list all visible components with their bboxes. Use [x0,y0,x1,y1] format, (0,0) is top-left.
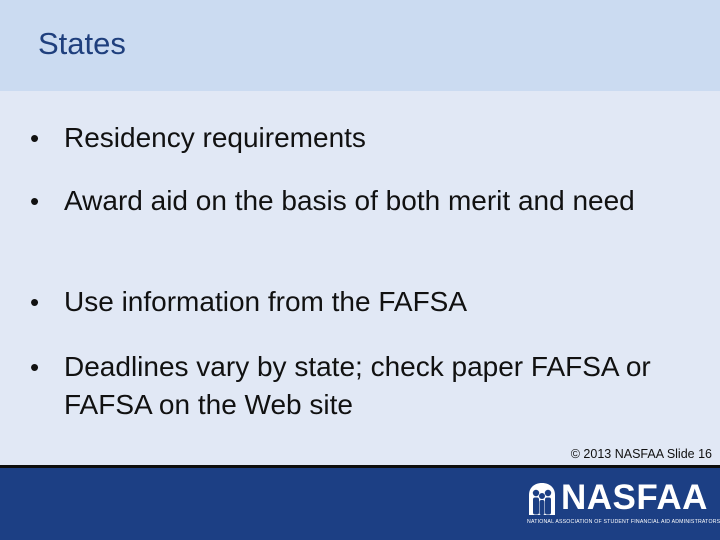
logo-wordmark: NASFAA [561,478,708,517]
bullet-item [30,283,664,321]
bullet-text: Award aid on the basis of both merit and need [64,185,635,216]
bullet-marker: • [30,123,40,153]
bullet-marker: • [30,186,40,216]
bullet-marker: • [30,352,40,382]
bullet-text: Use information from the FAFSA [64,286,468,317]
bullet-text: Residency requirements [64,122,366,153]
slide-title: States [38,26,126,61]
bullet-text: Deadlines vary by state; check paper FAFSA or FAFSA on the Web site [64,351,651,420]
nasfaa-logo [527,478,720,530]
bullet-item [30,119,664,157]
logo-tagline: NATIONAL ASSOCIATION OF STUDENT FINANCIAL AID ADMINISTRATORS [527,519,720,525]
slide-footer: © 2013 NASFAA Slide 16 [570,447,712,461]
bullet-marker: • [30,287,40,317]
people-icon [527,482,557,516]
bullet-item [30,182,664,220]
bullet-item [30,348,664,424]
